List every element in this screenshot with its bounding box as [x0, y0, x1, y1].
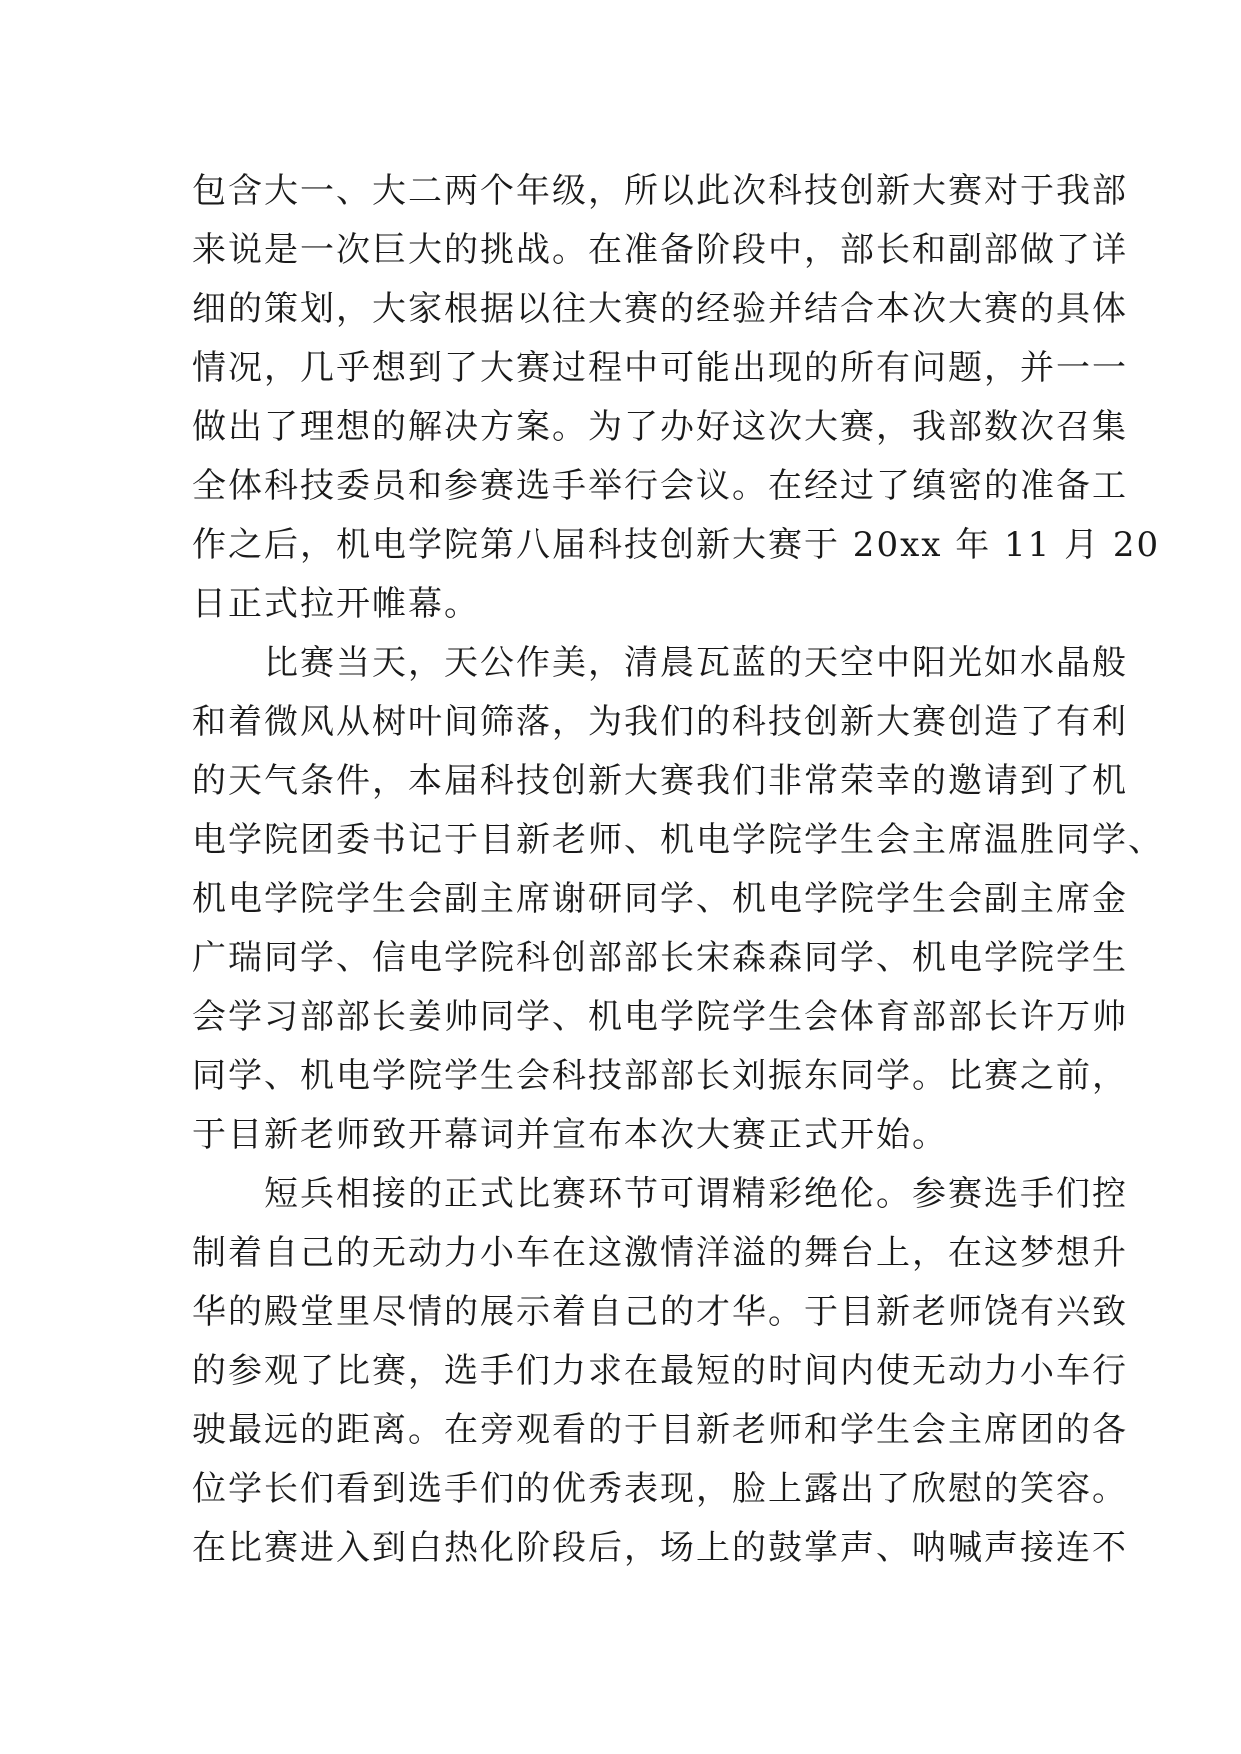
- text-line: 位学长们看到选手们的优秀表现，脸上露出了欣慰的笑容。: [192, 1469, 1128, 1509]
- text-line: 做出了理想的解决方案。为了办好这次大赛，我部数次召集: [192, 407, 1128, 447]
- text-line: 情况，几乎想到了大赛过程中可能出现的所有问题，并一一: [192, 348, 1128, 388]
- text-line: 驶最远的距离。在旁观看的于目新老师和学生会主席团的各: [192, 1410, 1128, 1450]
- body-text: [192, 162, 1164, 1578]
- text-line: 制着自己的无动力小车在这激情洋溢的舞台上，在这梦想升: [192, 1233, 1128, 1273]
- text-line: 在比赛进入到白热化阶段后，场上的鼓掌声、呐喊声接连不: [192, 1528, 1128, 1568]
- text-line: 来说是一次巨大的挑战。在准备阶段中，部长和副部做了详: [192, 230, 1128, 270]
- text-line: 细的策划，大家根据以往大赛的经验并结合本次大赛的具体: [192, 289, 1128, 329]
- text-line: 全体科技委员和参赛选手举行会议。在经过了缜密的准备工: [192, 466, 1128, 506]
- text-line: 华的殿堂里尽情的展示着自己的才华。于目新老师饶有兴致: [192, 1292, 1128, 1332]
- text-line: 电学院团委书记于目新老师、机电学院学生会主席温胜同学、: [192, 820, 1164, 860]
- text-line: 的参观了比赛，选手们力求在最短的时间内使无动力小车行: [192, 1351, 1128, 1391]
- text-line: 同学、机电学院学生会科技部部长刘振东同学。比赛之前，: [192, 1056, 1128, 1096]
- text-line: 机电学院学生会副主席谢研同学、机电学院学生会副主席金: [192, 879, 1128, 919]
- text-line: 和着微风从树叶间筛落，为我们的科技创新大赛创造了有利: [192, 702, 1128, 742]
- text-line: 于目新老师致开幕词并宣布本次大赛正式开始。: [192, 1115, 948, 1155]
- text-line: 广瑞同学、信电学院科创部部长宋森森同学、机电学院学生: [192, 938, 1128, 978]
- text-line: 比赛当天，天公作美，清晨瓦蓝的天空中阳光如水晶般: [264, 643, 1128, 683]
- text-line: 的天气条件，本届科技创新大赛我们非常荣幸的邀请到了机: [192, 761, 1128, 801]
- text-line: 包含大一、大二两个年级，所以此次科技创新大赛对于我部: [192, 171, 1128, 211]
- text-line: 短兵相接的正式比赛环节可谓精彩绝伦。参赛选手们控: [264, 1174, 1128, 1214]
- text-line: 日正式拉开帷幕。: [192, 584, 480, 624]
- text-line: 会学习部部长姜帅同学、机电学院学生会体育部部长许万帅: [192, 997, 1128, 1037]
- text-line: 作之后，机电学院第八届科技创新大赛于 20xx 年 11 月 20: [192, 525, 1161, 565]
